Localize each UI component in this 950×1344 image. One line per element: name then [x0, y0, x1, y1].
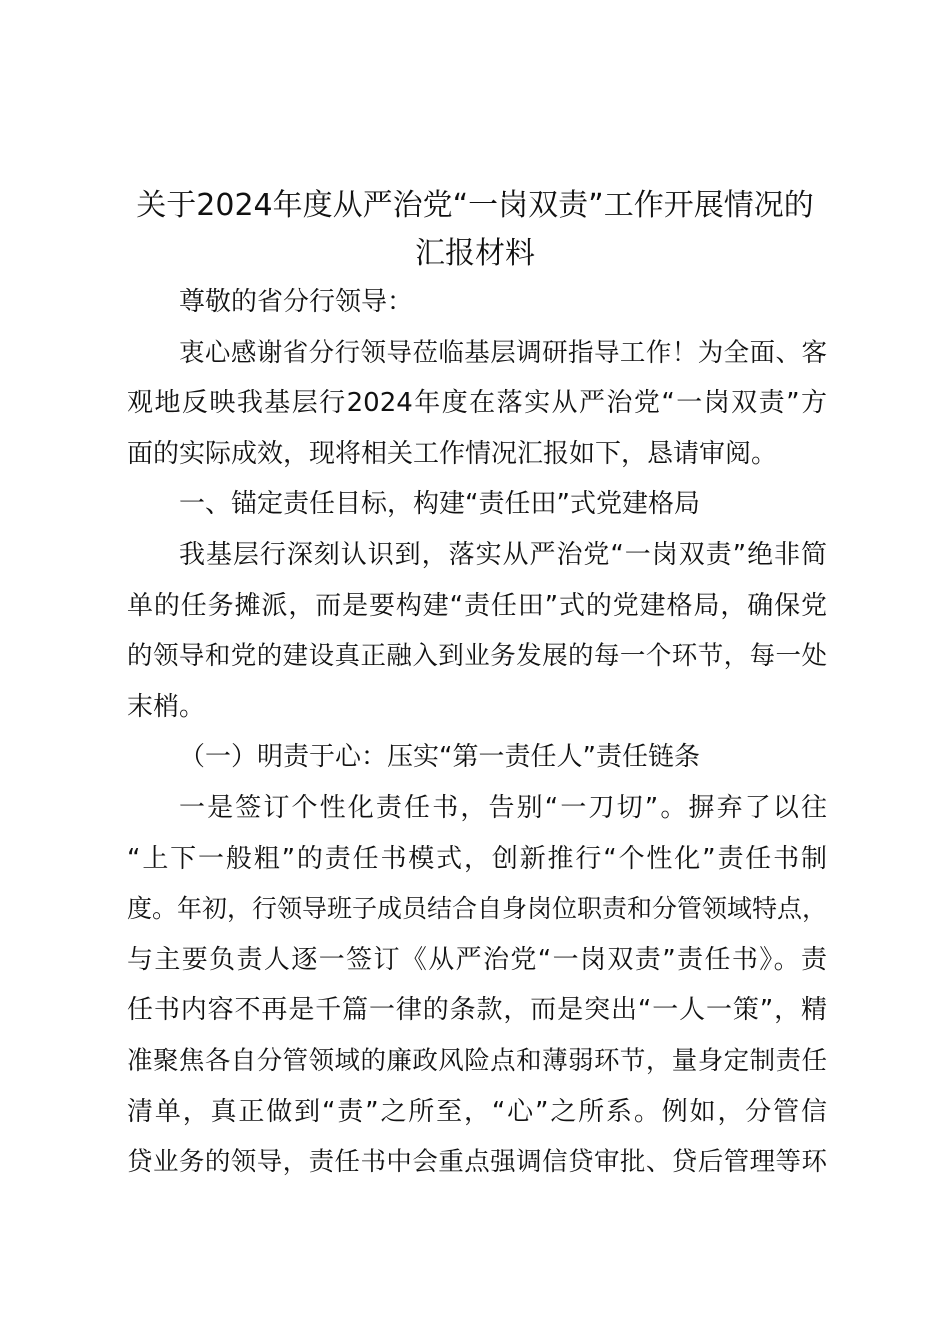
body-line: 度。年初，行领导班子成员结合自身岗位职责和分管领域特点，: [127, 894, 828, 924]
title-line-2: 汇报材料: [415, 236, 535, 271]
title-line-1: 关于2024年度从严治党“一岗双责”工作开展情况的: [136, 188, 814, 223]
body-line: 任书内容不再是千篇一律的条款，而是突出“一人一策”，精: [127, 995, 827, 1026]
body-line: “上下一般粗”的责任书模式，创新推行“个性化”责任书制: [127, 843, 827, 874]
body-line: 准聚焦各自分管领域的廉政风险点和薄弱环节，量身定制责任: [127, 1045, 827, 1076]
body-line: 衷心感谢省分行领导莅临基层调研指导工作！为全面、客: [179, 337, 827, 368]
body-line: 我基层行深刻认识到，落实从严治党“一岗双责”绝非简: [179, 539, 827, 570]
body-line: 单的任务摊派，而是要构建“责任田”式的党建格局，确保党: [127, 590, 827, 621]
body-line: 一是签订个性化责任书，告别“一刀切”。摒弃了以往: [179, 792, 827, 823]
body-line: 一、锚定责任目标，构建“责任田”式党建格局: [179, 489, 700, 520]
body-line: 面的实际成效，现将相关工作情况汇报如下，恳请审阅。: [127, 438, 778, 469]
document-body: [127, 277, 827, 1188]
body-line: 的领导和党的建设真正融入到业务发展的每一个环节，每一处: [127, 641, 827, 672]
body-line: 与主要负责人逐一签订《从严治党“一岗双责”责任书》。责: [127, 944, 827, 975]
body-line: （一）明责于心：压实“第一责任人”责任链条: [179, 742, 700, 773]
body-line: 尊敬的省分行领导：: [179, 287, 414, 317]
document-title: [100, 182, 850, 278]
body-line: 末梢。: [127, 691, 206, 722]
body-line: 清单，真正做到“责”之所至，“心”之所系。例如，分管信: [127, 1096, 827, 1127]
body-line: 观地反映我基层行2024年度在落实从严治党“一岗双责”方: [127, 388, 827, 419]
body-line: 贷业务的领导，责任书中会重点强调信贷审批、贷后管理等环: [127, 1147, 827, 1178]
